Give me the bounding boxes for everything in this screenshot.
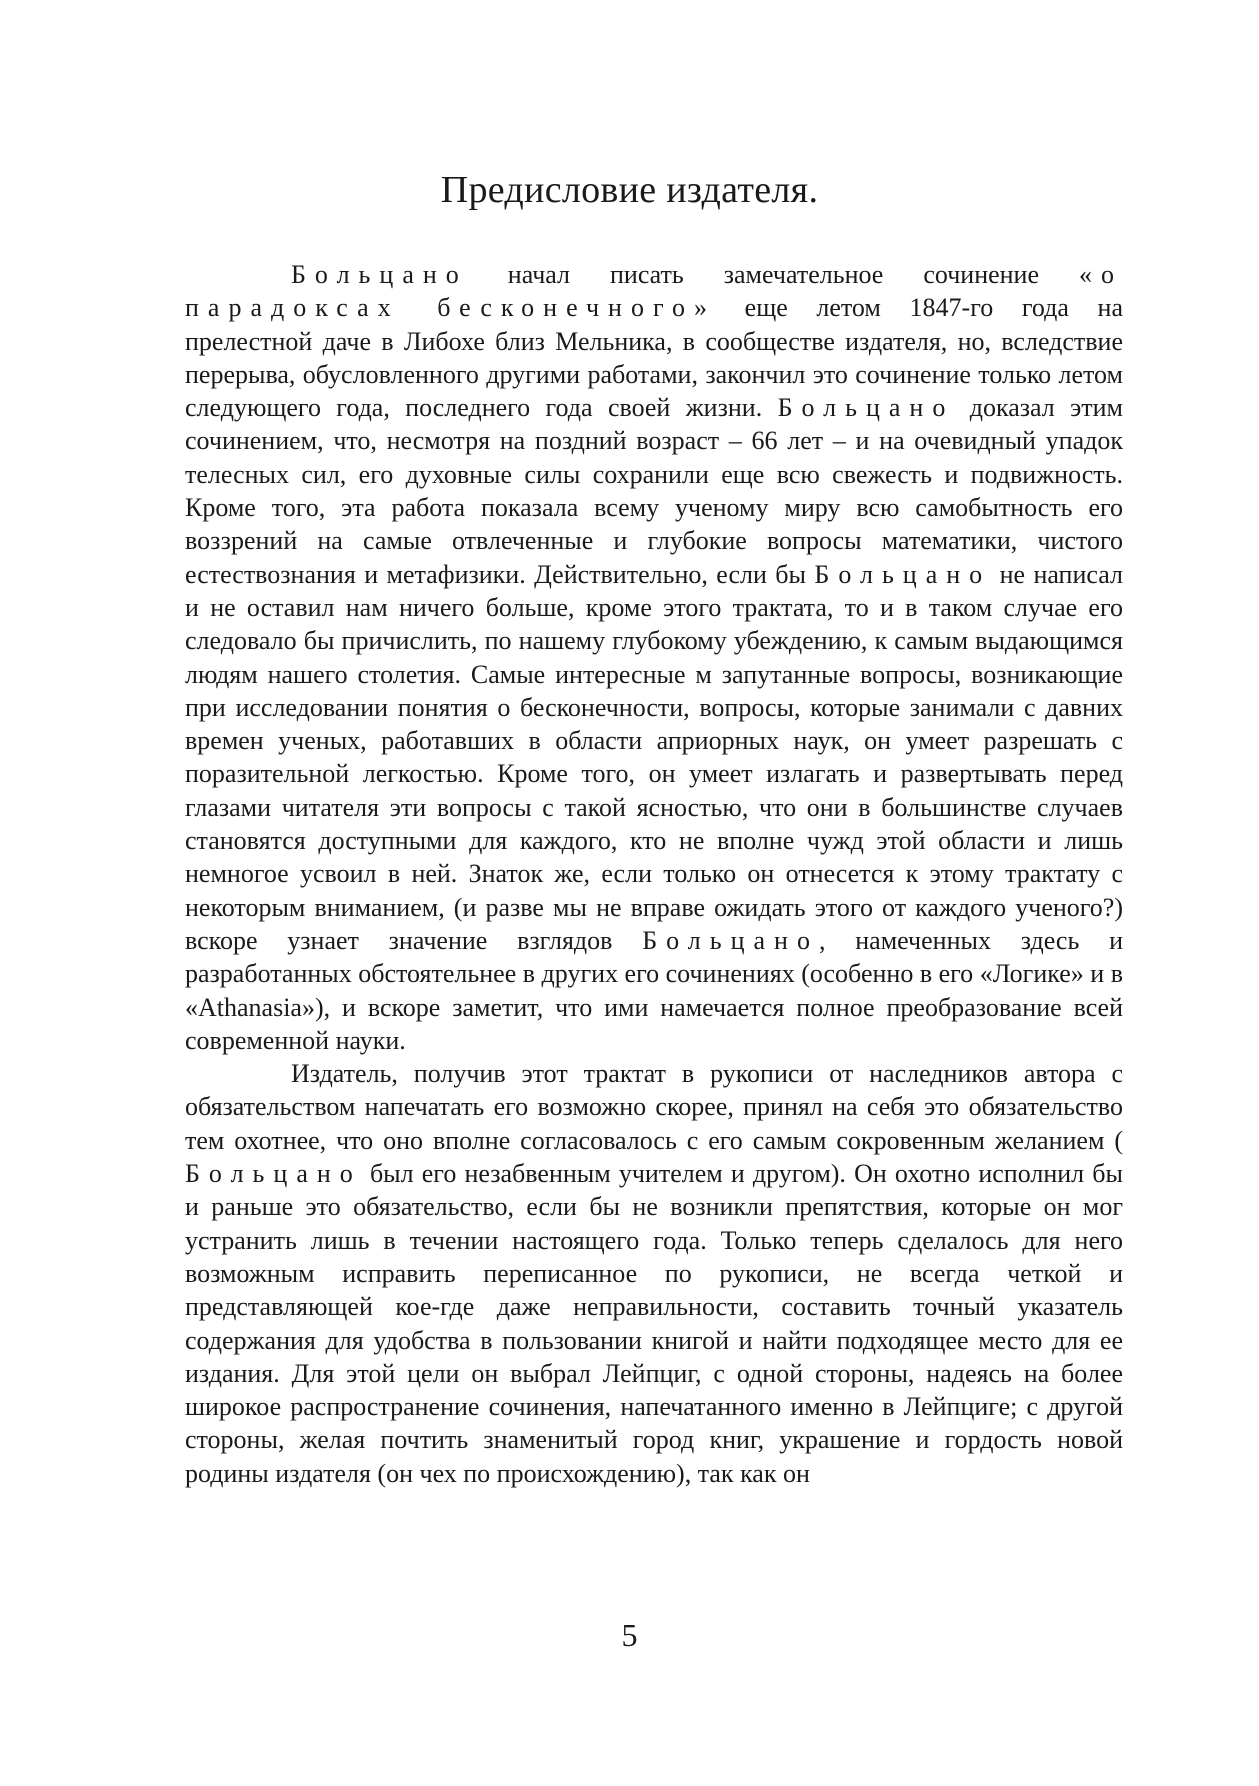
work-title-spaced: «о парадоксах бесконечного» — [185, 260, 1123, 323]
page-title: Предисловие издателя. — [440, 169, 819, 211]
paragraph-1 — [185, 258, 1123, 1057]
author-name-spaced: Больцано — [291, 260, 468, 289]
text-run: , намеченных здесь и разработанных обстоятельнее в других его сочинениях (особенно в его «Логике» и в «Athanasia»), и вскоре заметит, что ими намечается полное преобразование всей современной науки. — [185, 925, 1124, 1055]
paragraph-2 — [185, 1057, 1123, 1490]
text-run: начал писать замечательное сочинение — [467, 260, 1079, 289]
text-run: еще летом 1847-го года на прелестной даче в Либохе близ Мельника, в сообществе издателя, но, вследствие перерыва, обусловленного другими работами, закончил это сочинение только летом следующего года, последнего года своей жизни. — [185, 293, 1123, 423]
text-run: не написал и не оставил нам ничего больше, кроме этого трактата, то и в таком случае его следовало бы причислить, по нашему глубокому убеждению, к самым выдающимся людям нашего столетия. Самые интересные м запутанные вопросы, возникающие при исследовании понятия о бесконечности, вопросы, которые занимали с давних времен ученых, работавших в области априорных наук, он умеет разрешать с поразительной легкостью. Кроме того, он умеет излагать и развертывать перед глазами читателя эти вопросы с такой ясностью, что они в большинстве случаев становятся доступными для каждого, кто не вполне чужд этой области и лишь немногое усвоил в ней. Знаток же, если только он отнесется к этому трактату с некоторым вниманием, (и разве мы не вправе ожидать этого от каждого ученого?) вскоре узнает значение взглядов — [185, 559, 1123, 955]
author-name-spaced: Больцано — [642, 925, 819, 955]
author-name-spaced: Больцано — [814, 559, 992, 589]
text-run: был его незабвенным учителем и другом). Он охотно исполнил бы и раньше это обязательство, если бы не возникли препятствия, которые он мог устранить лишь в течении настоящего года. Только теперь сделалось для него возможным исправить переписанное по рукописи, не всегда четкой и представляющей кое-где даже неправильности, составить точный указатель содержания для удобства в пользовании книгой и найти подходящее место для ее издания. Для этой цели он выбрал Лейпциг, с одной стороны, надеясь на более широкое распространение сочинения, напечатанного именно в Лейпциге; с другой стороны, желая почтить знаменитый город книг, украшение и гордость новой родины издателя (он чех по происхождению), так как он — [185, 1159, 1123, 1488]
author-name-spaced: Больцано — [185, 1159, 362, 1189]
text-run: Издатель, получив этот трактат в рукописи от наследников автора с обязательством напечатать его возможно скорее, принял на себя это обязательство тем охотнее, что оно вполне согласовалось с его самым сокровенным желанием ( — [185, 1059, 1123, 1155]
text-run: доказал этим сочинением, что, несмотря на поздний возраст – 66 лет – и на очевидный упадок телесных сил, его духовные силы сохранили еще всю свежесть и подвижность. Кроме того, эта работа показала всему ученому миру всю самобытность его воззрений на самые отвлеченные и глубокие вопросы математики, чистого естествознания и метафизики. Действительно, если бы — [185, 393, 1123, 589]
author-name-spaced: Больцано — [777, 393, 955, 423]
body-text — [185, 258, 1123, 1490]
page-number: 5 — [621, 1617, 638, 1653]
